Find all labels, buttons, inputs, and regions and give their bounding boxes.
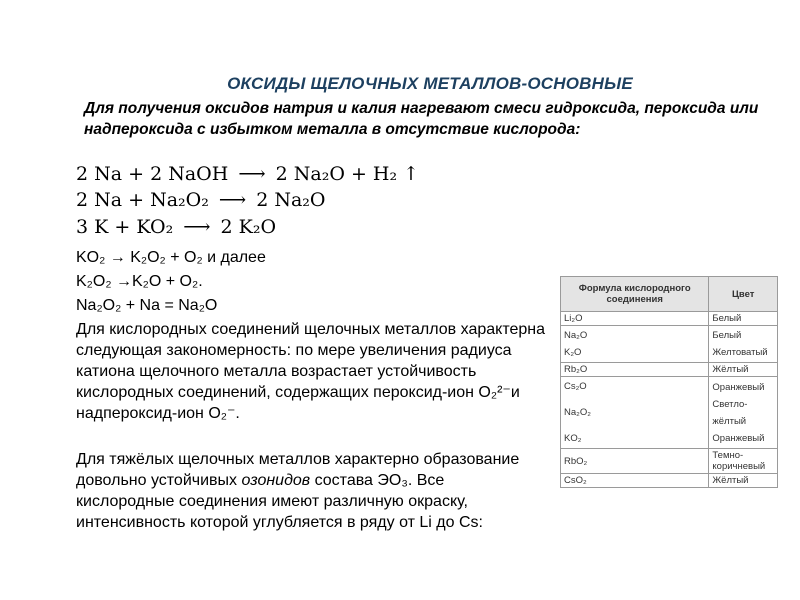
slide-title: ОКСИДЫ ЩЕЛОЧНЫХ МЕТАЛЛОВ-ОСНОВНЫЕ (227, 74, 633, 93)
cell-color: Темно-коричневый (709, 449, 778, 474)
table-row (561, 449, 778, 474)
cell-formula: RbO₂ (561, 449, 709, 474)
equation-1-arrow: ⟶ (238, 163, 266, 185)
reaction-line-2: K₂O₂ →K₂O + O₂. (76, 273, 203, 290)
oxide-color-table (560, 276, 778, 488)
equation-2 (76, 189, 325, 211)
equation-1 (76, 163, 419, 185)
table-row (561, 377, 778, 449)
equation-1-left: 2 Na + 2 NaOH (76, 163, 229, 185)
cell-color (709, 326, 778, 363)
cell-formula (561, 326, 709, 363)
equation-3 (76, 216, 276, 238)
formula-text: KO₂ (564, 433, 582, 444)
equation-2-arrow: ⟶ (218, 189, 247, 211)
reaction-line-1: KO₂ → K₂O₂ + O₂ и далее (76, 249, 266, 266)
color-text: Оранжевый (712, 381, 765, 393)
color-text: Белый (712, 330, 742, 341)
header-color: Цвет (709, 277, 778, 312)
cell-color: Жёлтый (709, 363, 778, 377)
paragraph-ozonides (76, 449, 546, 533)
equation-3-right: 2 K₂O (220, 216, 277, 238)
cell-color: Жёлтый (709, 474, 778, 488)
paragraph-peroxide-trend: Для кислородных соединений щелочных металлов характерна следующая закономерность: по мере увеличения радиуса катиона щелочного металла возрастает устойчивость кислородных соединений, содержащих пероксид-ион O₂²⁻и надпероксид-ион O₂⁻. (76, 321, 545, 422)
equation-3-arrow: ⟶ (183, 216, 211, 238)
formula-text: Na₂O₂ (564, 407, 591, 418)
formula-text: Cs₂O (564, 381, 587, 392)
header-formula: Формула кислородного соединения (561, 277, 709, 312)
table-row (561, 363, 778, 377)
equation-1-right: 2 Na₂O + H₂ ↑ (275, 163, 420, 185)
cell-formula: Li₂O (561, 312, 709, 326)
intro-text: Для получения оксидов натрия и калия нагревают смеси гидроксида, пероксида или надпероксида с избытком металла в отсутствие кислорода: (84, 100, 759, 138)
table-row (561, 326, 778, 363)
cell-color (709, 377, 778, 449)
cell-formula: CsO₂ (561, 474, 709, 488)
table-header-row (561, 277, 778, 312)
table-row (561, 474, 778, 488)
cell-formula (561, 377, 709, 449)
color-text: Желтоватый (712, 347, 768, 358)
equation-2-right: 2 Na₂O (256, 189, 326, 211)
color-text: Светло-жёлтый (712, 398, 748, 427)
reaction-line-3: Na₂O₂ + Na = Na₂O (76, 297, 218, 314)
formula-text: Na₂O (564, 330, 588, 341)
cell-color: Белый (709, 312, 778, 326)
cell-formula: Rb₂O (561, 363, 709, 377)
table-row (561, 312, 778, 326)
formula-text: K₂O (564, 347, 582, 358)
paragraph-ozonides-part-1: Для тяжёлых щелочных металлов характерно образование довольно устойчивых (76, 451, 520, 489)
equation-2-left: 2 Na + Na₂O₂ (76, 189, 209, 211)
ozonides-term: озонидов (241, 472, 311, 489)
paragraph-ozonides-part-2: состава ЭО₃. Все кислородные соединения имеют различную окраску, интенсивность которой углубляется в ряду от Li до Cs: (76, 472, 483, 531)
equation-3-left: 3 K + KO₂ (76, 216, 174, 238)
color-text: Оранжевый (712, 432, 765, 444)
